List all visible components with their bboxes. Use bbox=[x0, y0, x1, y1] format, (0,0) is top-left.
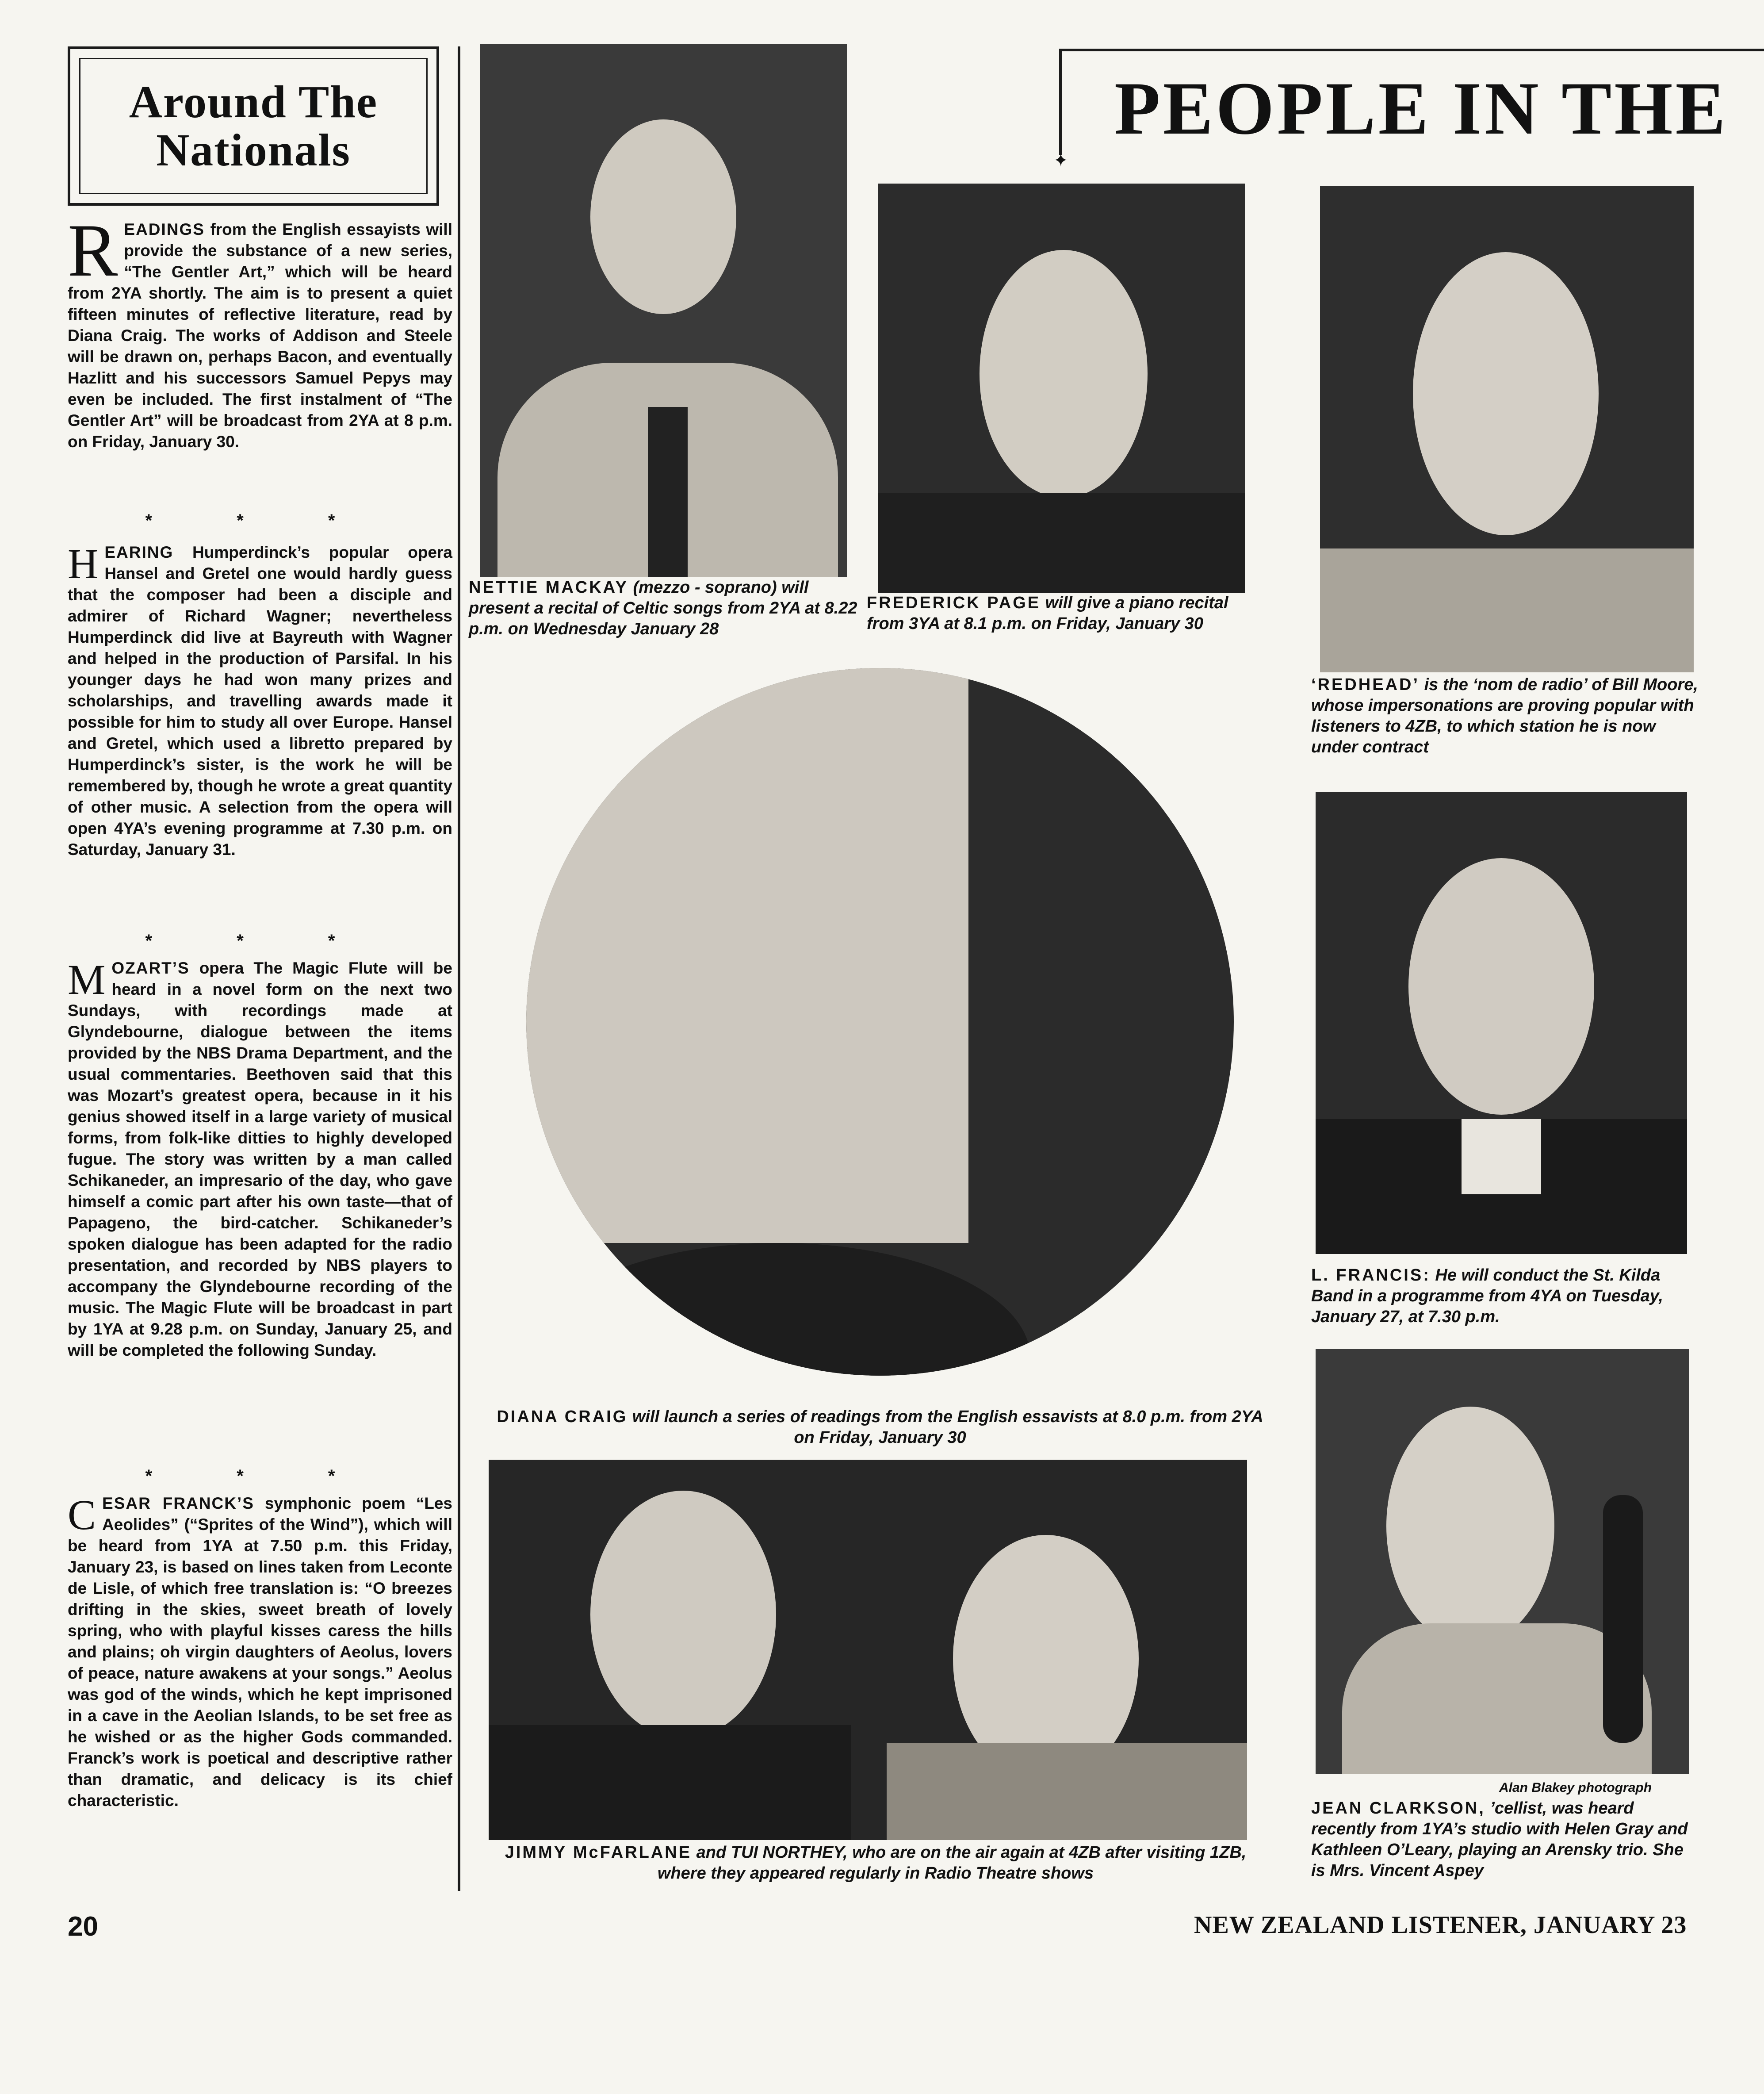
column-title-line1: Around The bbox=[129, 76, 378, 127]
article-body: Humperdinck’s popular opera Hansel and Gretel one would hardly guess that the composer had been a disciple and admirer of Richard Wagner; nevertheless Humperdinck did live at Bayreuth with Wagner and helped in the production of Parsifal. In his younger days he had won many prizes and scholarships, and travelling awards made it possible for him to study all over Europe. Hansel and Gretel, which used a libretto prepared by Humperdinck’s sister, is the work he will be remembered by, though he wrote a great quantity of other music. A selection from the opera will open 4YA’s evening programme at 7.30 p.m. on Saturday, January 31. bbox=[68, 543, 452, 859]
caption-frederick: FREDERICK PAGE will give a piano recital from 3YA at 8.1 p.m. on Friday, January 30 bbox=[867, 594, 1228, 633]
dropcap: R bbox=[68, 209, 118, 292]
photo-bill-moore bbox=[1320, 186, 1694, 672]
article-lead: OZART’S bbox=[111, 959, 190, 977]
star-ornament: ✦ bbox=[1053, 150, 1068, 171]
column-title-line2: Nationals bbox=[156, 125, 351, 176]
separator: * * * bbox=[145, 1466, 375, 1486]
article-body: from the English essayists will provide the substance of a new series, “The Gentler Art,” which will be heard from 2YA shortly. The aim is to present a quiet fifteen minutes of reflective literature, read by Diana Craig. The works of Addison and Steele will be drawn on, perhaps Bacon, and eventually Hazlitt and his successors Samuel Pepys may even be included. The first instalment of “The Gentler Art” will be broadcast from 2YA at 8 p.m. on Friday, January 30. bbox=[68, 220, 452, 451]
photo-diana-craig bbox=[526, 668, 1234, 1376]
page-title: PEOPLE IN THE bbox=[1114, 67, 1728, 150]
separator: * * * bbox=[145, 931, 375, 951]
separator: * * * bbox=[145, 511, 375, 530]
article-lead: ESAR FRANCK’S bbox=[102, 1494, 254, 1512]
dropcap: C bbox=[68, 1491, 96, 1538]
article-body: symphonic poem “Les Aeolides” (“Sprites of the Wind”), which will be heard from 1YA at 7.50 p.m. this Friday, January 23, is based on lines taken from Leconte de Lisle, of which free translation is: “O breezes drifting in the skies, sweet breath of lovely spring, who with playful kisses caress the hills and plains; oh virgin daughters of Aeolus, lovers of peace, nature awakens at your songs.” Aeolus was god of the winds, which he kept imprisoned in a cave in the Aeolian Islands, to be set free as he wished or as the higher Gods commanded. Franck’s work is poetical and descriptive rather than dramatic, and delicacy is its chief characteristic. bbox=[68, 1494, 452, 1810]
article-franck bbox=[68, 1493, 452, 1811]
column-divider bbox=[458, 46, 460, 1891]
photo-jimmy-tui bbox=[489, 1460, 1247, 1840]
column-title-box bbox=[68, 46, 439, 206]
caption-redhead: ‘REDHEAD’ is the ‘nom de radio’ of Bill Moore, whose impersonations are proving popular with listeners to 4ZB, to which station he is now under contract bbox=[1311, 675, 1698, 756]
photo-l-francis bbox=[1316, 792, 1687, 1254]
caption-jimmy: JIMMY McFARLANE and TUI NORTHEY, who are on the air again at 4ZB after visiting 1ZB, where they appeared regularly in Radio Theatre shows bbox=[505, 1843, 1247, 1883]
caption-francis: L. FRANCIS: He will conduct the St. Kilda Band in a programme from 4YA on Tuesday, January 27, at 7.30 p.m. bbox=[1311, 1266, 1664, 1326]
article-lead: EARING bbox=[104, 543, 174, 561]
article-mozart bbox=[68, 958, 452, 1361]
caption-nettie: NETTIE MACKAY (mezzo - soprano) will present a recital of Celtic songs from 2YA at 8.22 p.m. on Wednesday January 28 bbox=[469, 578, 857, 638]
page-number: 20 bbox=[68, 1911, 98, 1942]
article-body: opera The Magic Flute will be heard in a novel form on the next two Sundays, with recordings made at Glyndebourne, dialogue between the items provided by the NBS Drama Department, and the usual commentaries. Beethoven said that this was Mozart’s greatest opera, because in it his genius showed itself in a large variety of musical forms, from folk-like ditties to highly developed fugue. The story was written by a man called Schikaneder, an impresario of the day, who gave himself a comic part after his own taste—that of Papageno, the bird-catcher. Schikaneder’s spoken dialogue has been adapted for the radio presentation, and recorded by NBS players to accompany the Glyndebourne recording of the music. The Magic Flute will be broadcast in part by 1YA at 9.28 p.m. on Sunday, January 25, and will be completed the following Sunday. bbox=[68, 959, 452, 1359]
caption-jean: JEAN CLARKSON, ’cellist, was heard recently from 1YA’s studio with Helen Gray and Kathleen O’Leary, playing an Arensky trio. She is Mrs. Vincent Aspey bbox=[1311, 1799, 1688, 1880]
article-lead: EADINGS bbox=[124, 220, 205, 238]
photo-nettie-mackay bbox=[480, 44, 847, 577]
photo-frederick-page bbox=[878, 184, 1245, 593]
dropcap: H bbox=[68, 540, 99, 587]
article-humperdinck bbox=[68, 542, 452, 860]
photo-credit: Alan Blakey photograph bbox=[1499, 1780, 1652, 1795]
caption-diana: DIANA CRAIG will launch a series of readings from the English essavists at 8.0 p.m. from 2YA on Friday, January 30 bbox=[497, 1408, 1263, 1447]
publication-line: NEW ZEALAND LISTENER, JANUARY 23 bbox=[1194, 1911, 1687, 1939]
photo-jean-clarkson bbox=[1316, 1349, 1689, 1774]
dropcap: M bbox=[68, 956, 106, 1003]
article-gentler-art bbox=[68, 209, 452, 453]
